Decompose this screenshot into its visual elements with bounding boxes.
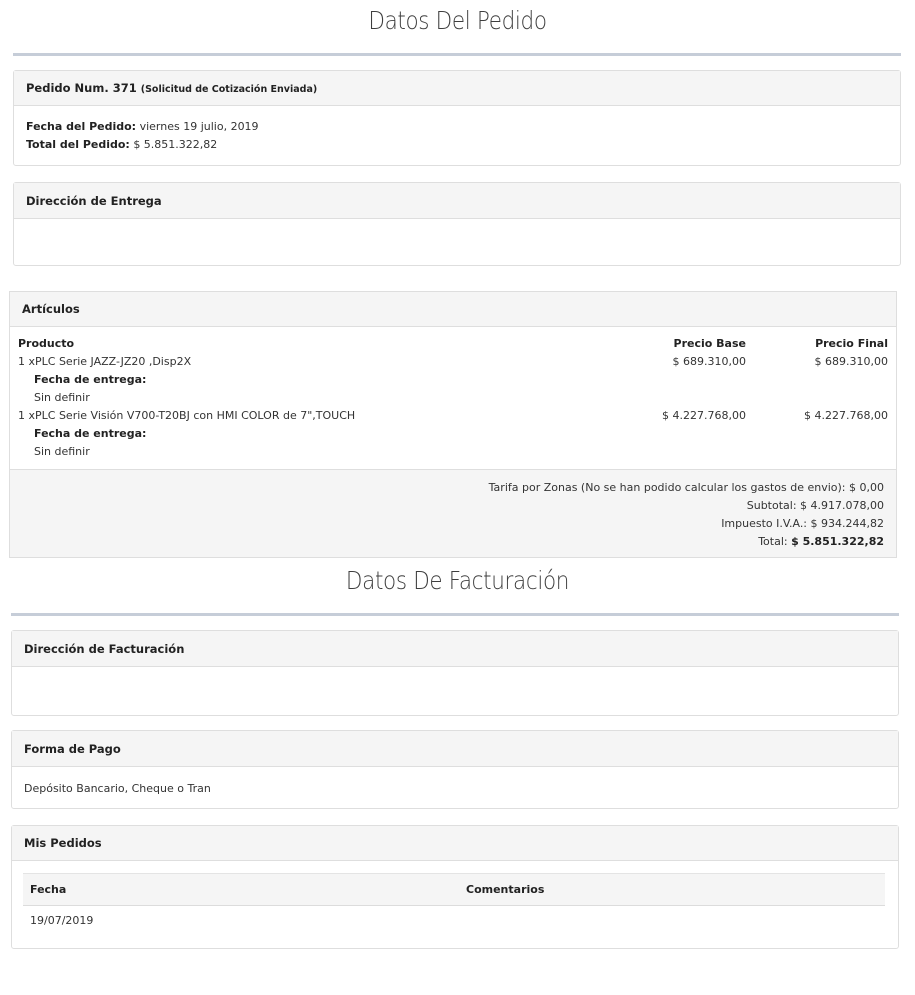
- order-panel-header: [14, 71, 900, 106]
- order-status: (Solicitud de Cotización Enviada): [140, 84, 318, 95]
- col-date: Fecha: [30, 883, 67, 896]
- shipping-line: Tarifa por Zonas (No se han podido calcular los gastos de envio): $ 0,00: [488, 481, 884, 494]
- grand-total-label: Total:: [758, 535, 788, 548]
- my-orders-panel: [11, 825, 899, 949]
- billing-section-title: Datos De Facturación: [345, 566, 570, 595]
- article-base-price: $ 4.227.768,00: [662, 409, 746, 422]
- article-delivery-value: Sin definir: [34, 445, 90, 458]
- order-date: [26, 120, 259, 133]
- tax-line: Impuesto I.V.A.: $ 934.244,82: [721, 517, 884, 530]
- order-panel: [13, 70, 901, 166]
- order-date-label: Fecha del Pedido:: [26, 120, 137, 133]
- article-name: 1 xPLC Serie Visión V700-T20BJ con HMI COLOR de 7",TOUCH: [18, 409, 356, 422]
- articles-panel-title: Artículos: [10, 292, 896, 327]
- order-total-label: Total del Pedido:: [26, 138, 130, 151]
- billing-panel-title: Dirección de Facturación: [12, 631, 898, 667]
- orders-table-header: [23, 873, 885, 906]
- col-final-price: Precio Final: [815, 337, 888, 350]
- articles-totals-area: [10, 469, 896, 557]
- payment-panel-title: Forma de Pago: [12, 731, 898, 767]
- payment-panel: [11, 730, 899, 809]
- col-comments: Comentarios: [466, 883, 545, 896]
- col-product: Producto: [18, 337, 75, 350]
- divider: [13, 53, 901, 56]
- order-total-value: $ 5.851.322,82: [133, 138, 218, 151]
- my-orders-panel-title: Mis Pedidos: [12, 826, 898, 861]
- divider: [11, 613, 899, 616]
- grand-total-line: [758, 535, 884, 548]
- order-total: [26, 138, 217, 151]
- order-date-value: viernes 19 julio, 2019: [139, 120, 259, 133]
- article-final-price: $ 4.227.768,00: [804, 409, 888, 422]
- delivery-panel-title: Dirección de Entrega: [14, 183, 900, 219]
- article-delivery-value: Sin definir: [34, 391, 90, 404]
- col-base-price: Precio Base: [673, 337, 746, 350]
- order-number: Pedido Num. 371: [26, 81, 137, 95]
- articles-panel: [9, 291, 897, 558]
- billing-panel: [11, 630, 899, 716]
- order-row-date: 19/07/2019: [30, 914, 94, 927]
- grand-total-value: $ 5.851.322,82: [791, 535, 884, 548]
- article-final-price: $ 689.310,00: [814, 355, 888, 368]
- order-section-title: Datos Del Pedido: [368, 6, 547, 35]
- table-row[interactable]: [23, 905, 885, 935]
- payment-method: Depósito Bancario, Cheque o Tran: [24, 782, 211, 795]
- subtotal-line: Subtotal: $ 4.917.078,00: [746, 499, 884, 512]
- article-delivery-label: Fecha de entrega:: [34, 427, 147, 440]
- delivery-panel: [13, 182, 901, 266]
- article-delivery-label: Fecha de entrega:: [34, 373, 147, 386]
- article-name: 1 xPLC Serie JAZZ-JZ20 ,Disp2X: [18, 355, 192, 368]
- article-base-price: $ 689.310,00: [672, 355, 746, 368]
